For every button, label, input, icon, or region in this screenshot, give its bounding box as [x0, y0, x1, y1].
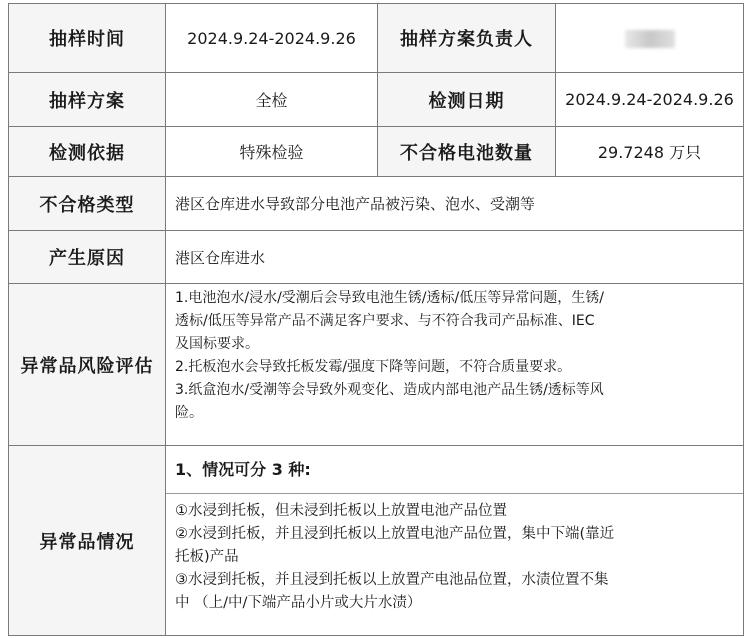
- situation-line: ③水浸到托板，并且浸到托板以上放置产电池品位置，水渍位置不集: [175, 572, 609, 588]
- situation-line: 托板)产品: [175, 549, 239, 565]
- row-risk-assessment: [9, 284, 744, 446]
- row-cause: [9, 231, 744, 284]
- situation-title: 1、情况可分 3 种:: [175, 460, 311, 479]
- redacted-name-blur: [625, 30, 675, 48]
- label-test-date: 检测日期: [378, 73, 556, 127]
- value-sampling-plan: 全检: [166, 73, 378, 127]
- situation-line: 中 （上/中/下端产品小片或大片水渍）: [175, 595, 422, 611]
- label-abnormal-situation: 异常品情况: [9, 446, 166, 636]
- label-risk-assessment: 异常品风险评估: [9, 284, 166, 446]
- inspection-report-table: [8, 3, 744, 636]
- label-sampling-time: 抽样时间: [9, 4, 166, 73]
- risk-line: 2.托板泡水会导致托板发霉/强度下降等问题，不符合质量要求。: [175, 359, 572, 375]
- row-test-basis: [9, 127, 744, 177]
- row-sampling-plan: [9, 73, 744, 127]
- risk-line: 3.纸盒泡水/受潮等会导致外观变化、造成内部电池产品生锈/透标等风: [175, 382, 604, 398]
- value-cause: 港区仓库进水: [166, 231, 744, 284]
- value-defect-type: 港区仓库进水导致部分电池产品被污染、泡水、受潮等: [166, 177, 744, 231]
- value-sampling-owner: [556, 4, 744, 73]
- value-abnormal-situation: [166, 446, 744, 636]
- value-risk-assessment: [166, 284, 744, 446]
- risk-line: 透标/低压等异常产品不满足客户要求、与不符合我司产品标准、IEC: [175, 313, 595, 329]
- value-defect-count: 29.7248 万只: [556, 127, 744, 177]
- label-sampling-plan: 抽样方案: [9, 73, 166, 127]
- row-defect-type: [9, 177, 744, 231]
- risk-line: 险。: [175, 405, 203, 421]
- value-test-basis: 特殊检验: [166, 127, 378, 177]
- label-sampling-owner: 抽样方案负责人: [378, 4, 556, 73]
- risk-line: 1.电池泡水/浸水/受潮后会导致电池生锈/透标/低压等异常问题，生锈/: [175, 290, 604, 306]
- situation-line: ②水浸到托板，并且浸到托板以上放置电池产品位置，集中下端(靠近: [175, 526, 615, 542]
- row-abnormal-situation: [9, 446, 744, 636]
- label-cause: 产生原因: [9, 231, 166, 284]
- label-defect-count: 不合格电池数量: [378, 127, 556, 177]
- value-sampling-time: 2024.9.24-2024.9.26: [166, 4, 378, 73]
- label-defect-type: 不合格类型: [9, 177, 166, 231]
- label-test-basis: 检测依据: [9, 127, 166, 177]
- value-test-date: 2024.9.24-2024.9.26: [556, 73, 744, 127]
- risk-line: 及国标要求。: [175, 336, 259, 352]
- situation-line: ①水浸到托板，但未浸到托板以上放置电池产品位置: [175, 503, 507, 519]
- row-sampling-time: [9, 4, 744, 73]
